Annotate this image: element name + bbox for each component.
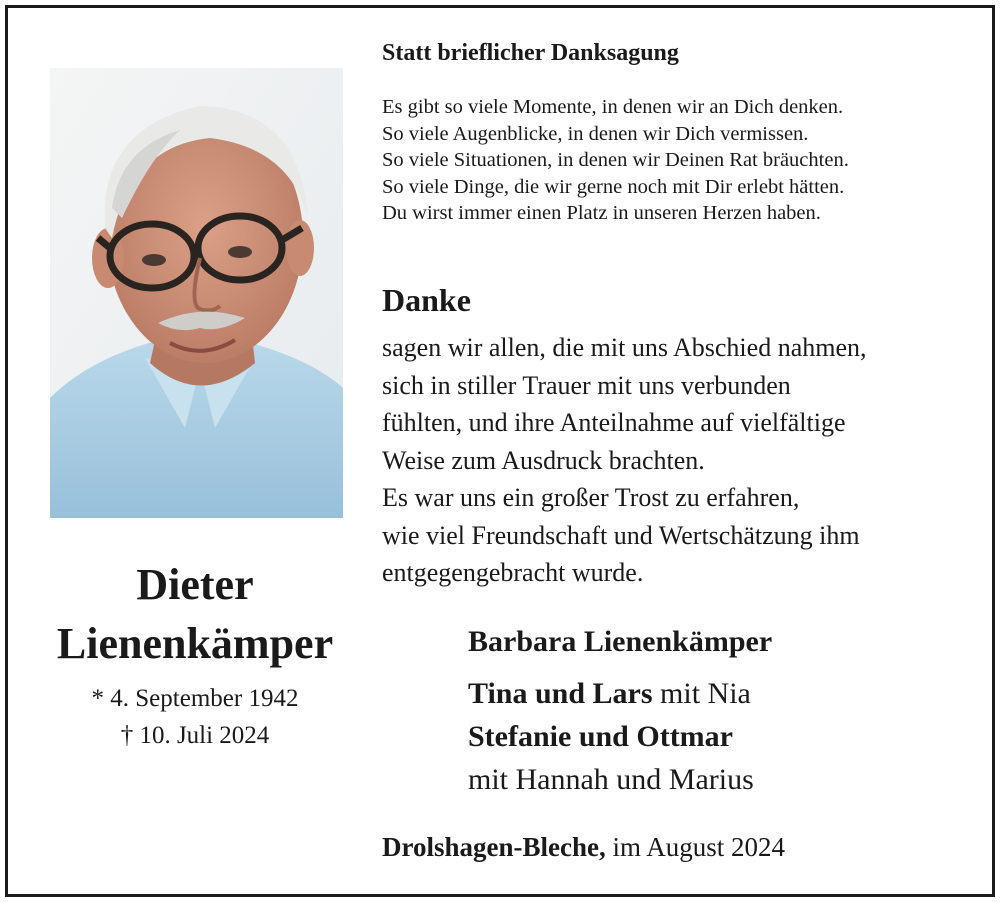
poem-line: So viele Situationen, in denen wir Deinen Rat bräuchten. (382, 149, 849, 171)
thanks-line: Es war uns ein großer Trost zu erfahren, (382, 483, 800, 512)
poem-line: Du wirst immer einen Platz in unseren Herzen haben. (382, 202, 821, 224)
page-title: Statt brieflicher Danksagung (382, 40, 679, 66)
family-member-name: Stefanie und Ottmar (468, 720, 733, 753)
place-name: Drolshagen-Bleche, (382, 832, 606, 862)
thanks-line: sagen wir allen, die mit uns Abschied nahmen, (382, 333, 867, 362)
deceased-last-name: Lienenkämper (56, 619, 334, 668)
family-member-extra: mit Hannah und Marius (468, 763, 754, 796)
family-line-2 (468, 679, 751, 709)
deceased-first-name: Dieter (136, 560, 254, 609)
portrait-photo (50, 68, 343, 518)
thanks-line: fühlten, und ihre Anteilnahme auf vielfältige (382, 408, 846, 437)
poem-line: So viele Dinge, die wir gerne noch mit Dir erlebt hätten. (382, 175, 845, 198)
family-line-3 (468, 722, 733, 752)
thanks-line: wie viel Freundschaft und Wertschätzung ihm (382, 520, 860, 550)
poem-line: Es gibt so viele Momente, in denen wir an Dich denken. (382, 96, 844, 118)
date-text: im August 2024 (605, 832, 786, 862)
danke-heading: Danke (382, 282, 471, 318)
family-line-1 (468, 627, 772, 657)
family-member-name: Barbara Lienenkämper (468, 625, 773, 658)
poem-line: So viele Augenblicke, in denen wir Dich vermissen. (382, 122, 809, 145)
family-member-name: Tina und Lars (468, 677, 653, 710)
thanks-line: Weise zum Ausdruck brachten. (382, 445, 705, 475)
footer-place-date (382, 832, 785, 863)
birth-date: * 4. September 1942 (91, 685, 299, 712)
thanks-text (382, 329, 867, 592)
family-member-extra: mit Nia (652, 677, 751, 710)
family-line-4 (468, 765, 754, 795)
death-date: † 10. Juli 2024 (120, 722, 270, 749)
thanks-line: sich in stiller Trauer mit uns verbunden (382, 370, 791, 400)
poem (382, 94, 849, 227)
thanks-line: entgegengebracht wurde. (382, 558, 644, 587)
